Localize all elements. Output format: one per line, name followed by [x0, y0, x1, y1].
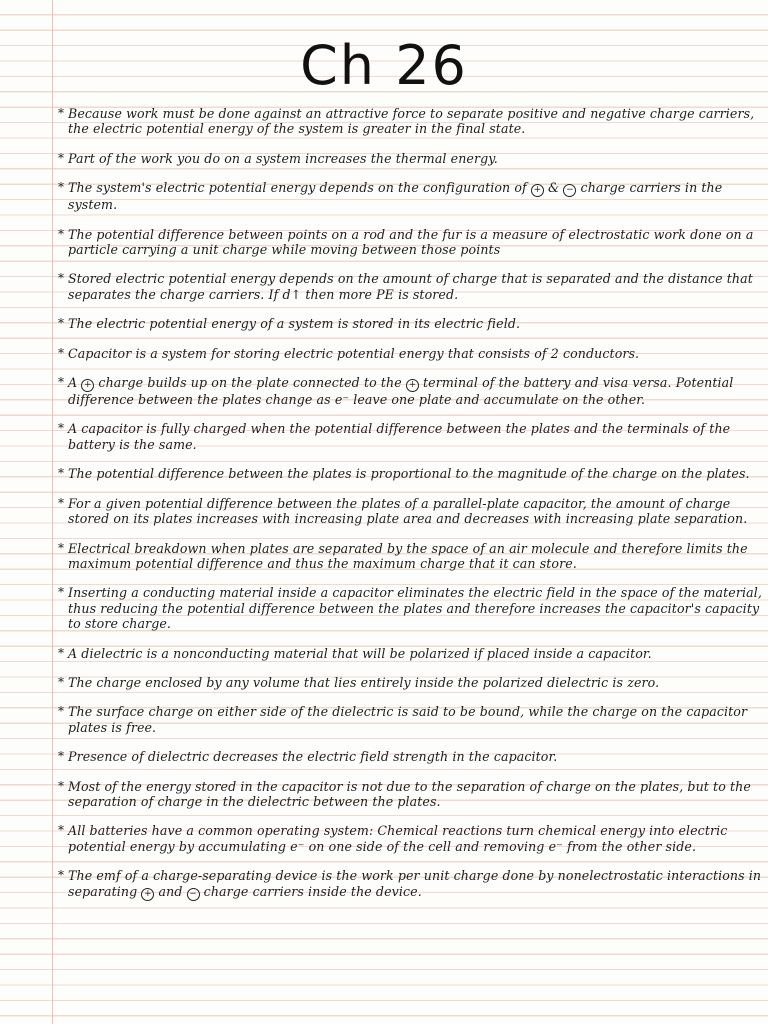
- bullet-star-icon: *: [58, 271, 65, 286]
- bullet-star-icon: *: [58, 778, 65, 793]
- note-item: [58, 749, 764, 764]
- note-text: [68, 227, 764, 258]
- note-text-part: A: [68, 375, 82, 391]
- note-text-part: Most of the energy stored in the capacitor is not due to the separation of charge on the plates, but to the separation of charge in the dielectric between the plates.: [68, 778, 751, 809]
- note-text: [68, 823, 764, 854]
- bullet-star-icon: *: [58, 466, 65, 481]
- note-text: [68, 106, 764, 137]
- note-text: [68, 749, 764, 764]
- note-item: [58, 541, 764, 572]
- note-text-part: and: [154, 883, 187, 899]
- charge-symbol-icon: +: [406, 379, 419, 392]
- note-item: [58, 346, 764, 361]
- bullet-star-icon: *: [58, 495, 65, 510]
- note-item: [58, 227, 764, 258]
- note-text: [68, 316, 764, 331]
- bullet-star-icon: *: [58, 375, 65, 390]
- note-item: [58, 585, 764, 631]
- note-text-part: All batteries have a common operating system: Chemical reactions turn chemical energy into electric potential energy by accumulating e⁻ on one side of the cell and removing e⁻ from the other side.: [68, 823, 728, 854]
- charge-symbol-icon: −: [563, 184, 576, 197]
- bullet-star-icon: *: [58, 106, 65, 120]
- bullet-star-icon: *: [58, 345, 65, 360]
- note-item: [58, 704, 764, 735]
- charge-symbol-icon: +: [81, 379, 94, 392]
- note-text-part: Inserting a conducting material inside a capacitor eliminates the electric field in the space of the material, thus reducing the potential difference between the plates and therefore increases the capacitor's capacity to store charge.: [68, 585, 762, 632]
- page-title: Ch 26: [300, 34, 468, 97]
- note-item: [58, 271, 764, 302]
- note-item: [58, 779, 764, 810]
- note-text: [68, 868, 764, 900]
- note-text-part: Because work must be done against an attractive force to separate positive and negative charge carriers, the electric potential energy of the system is greater in the final state.: [68, 106, 755, 137]
- note-text-part: A dielectric is a nonconducting material that will be polarized if placed inside a capacitor.: [68, 645, 652, 661]
- bullet-star-icon: *: [58, 540, 65, 555]
- note-text-part: Stored electric potential energy depends on the amount of charge that is separated and the distance that separates the charge carriers. If d↑ then more PE is stored.: [68, 271, 753, 302]
- note-text-part: terminal of the battery and visa versa. Potential difference between the plates change as e⁻ leave one plate and accumulate on the other.: [68, 375, 734, 408]
- note-text: [68, 646, 764, 661]
- charge-symbol-icon: +: [531, 184, 544, 197]
- note-text: [68, 151, 764, 166]
- note-text-part: Capacitor is a system for storing electric potential energy that consists of 2 conductors.: [68, 345, 640, 361]
- note-text: [68, 346, 764, 361]
- bullet-star-icon: *: [58, 421, 65, 436]
- note-text-part: The surface charge on either side of the dielectric is said to be bound, while the charge on the capacitor plates is free.: [68, 704, 748, 735]
- note-text: [68, 375, 764, 407]
- note-text: [68, 779, 764, 810]
- note-text-part: &: [543, 180, 564, 196]
- bullet-star-icon: *: [58, 316, 65, 331]
- note-text: [68, 704, 764, 735]
- note-item: [58, 421, 764, 452]
- bullet-star-icon: *: [58, 585, 65, 600]
- note-item: [58, 646, 764, 661]
- note-text: [68, 585, 764, 631]
- note-text-part: The potential difference between the plates is proportional to the magnitude of the charge on the plates.: [68, 466, 750, 482]
- note-item: [58, 151, 764, 166]
- note-item: [58, 823, 764, 854]
- bullet-star-icon: *: [58, 868, 65, 883]
- note-item: [58, 375, 764, 407]
- note-text-part: Presence of dielectric decreases the electric field strength in the capacitor.: [68, 749, 558, 765]
- note-text-part: Part of the work you do on a system increases the thermal energy.: [68, 150, 498, 166]
- note-item: [58, 466, 764, 481]
- note-text: [68, 541, 764, 572]
- note-text-part: The charge enclosed by any volume that lies entirely inside the polarized dielectric is zero.: [68, 674, 660, 690]
- bullet-star-icon: *: [58, 180, 65, 195]
- note-item: [58, 496, 764, 527]
- note-text: [68, 421, 764, 452]
- note-item: [58, 675, 764, 690]
- bullet-star-icon: *: [58, 150, 65, 165]
- bullet-star-icon: *: [58, 645, 65, 660]
- note-text: [68, 675, 764, 690]
- note-text: [68, 466, 764, 481]
- note-text-part: The system's electric potential energy depends on the configuration of: [68, 180, 531, 196]
- note-text-part: A capacitor is fully charged when the potential difference between the plates and the terminals of the battery is the same.: [68, 421, 731, 452]
- bullet-star-icon: *: [58, 749, 65, 764]
- note-text-part: The electric potential energy of a system is stored in its electric field.: [68, 316, 521, 332]
- charge-symbol-icon: +: [141, 888, 154, 901]
- note-text: [68, 271, 764, 302]
- note-item: [58, 180, 764, 212]
- bullet-star-icon: *: [58, 674, 65, 689]
- notebook-margin-line: [52, 0, 53, 1024]
- note-item: [58, 106, 764, 137]
- note-text-part: For a given potential difference between the plates of a parallel-plate capacitor, the amount of charge stored on its plates increases with increasing plate area and decreases with increasing plate separation.: [68, 495, 748, 527]
- note-text-part: charge carriers in the system.: [68, 180, 723, 213]
- bullet-star-icon: *: [58, 823, 65, 838]
- note-text-part: The emf of a charge-separating device is the work per unit charge done by nonelectrostatic interactions in separating: [68, 868, 762, 899]
- note-text: [68, 496, 764, 527]
- charge-symbol-icon: −: [187, 888, 200, 901]
- note-item: [58, 316, 764, 331]
- note-text: [68, 180, 764, 212]
- bullet-star-icon: *: [58, 704, 65, 719]
- note-text-part: charge builds up on the plate connected to the: [94, 375, 406, 391]
- note-text-part: The potential difference between points on a rod and the fur is a measure of electrostatic work done on a particle carrying a unit charge while moving between those points: [68, 226, 754, 258]
- notes-list: [58, 106, 764, 915]
- note-item: [58, 868, 764, 900]
- note-text-part: charge carriers inside the device.: [199, 883, 422, 899]
- note-text-part: Electrical breakdown when plates are separated by the space of an air molecule and therefore limits the maximum potential difference and thus the maximum charge that it can store.: [68, 540, 748, 571]
- bullet-star-icon: *: [58, 226, 65, 241]
